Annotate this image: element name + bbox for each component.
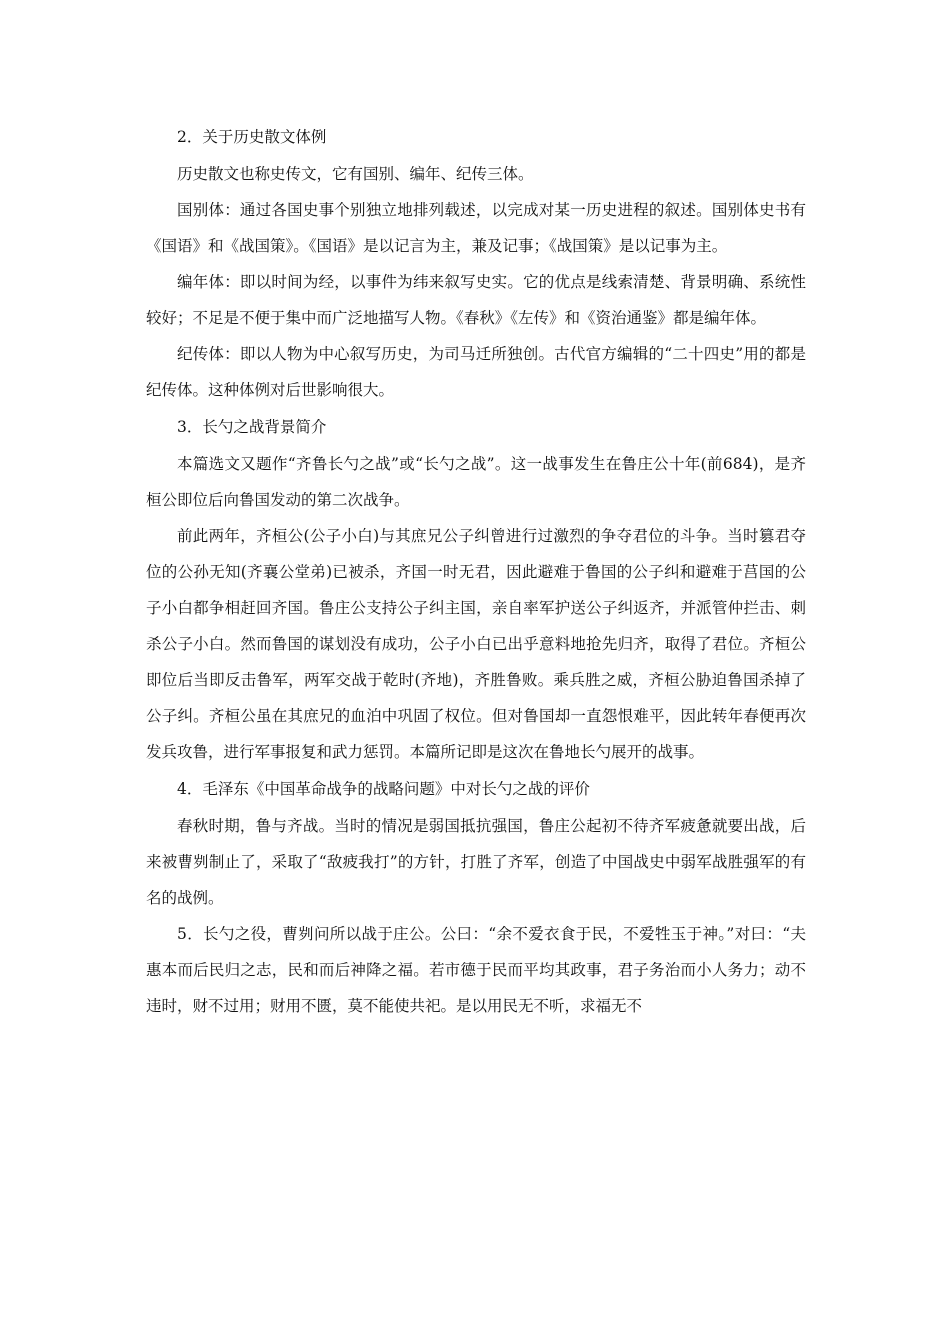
section-heading-3: 3．长勺之战背景简介 [177, 418, 327, 436]
paragraph-guobie-style: 国别体：通过各国史事个别独立地排列载述，以完成对某一历史进程的叙述。国别体史书有《国语》和《战国策》。《国语》是以记言为主，兼及记事；《战国策》是以记事为主。 [146, 201, 806, 255]
document-page [146, 118, 806, 1024]
paragraph-battle-background: 前此两年，齐桓公(公子小白)与其庶兄公子纠曾进行过激烈的争夺君位的斗争。当时篡君夺位的公孙无知(齐襄公堂弟)已被杀，齐国一时无君，因此避难于鲁国的公子纠和避难于莒国的公子小白都争相赶回齐国。鲁庄公支持公子纠主国，亲自率军护送公子纠返齐，并派管仲拦击、刺杀公子小白。然而鲁国的谋划没有成功，公子小白已出乎意料地抢先归齐，取得了君位。齐桓公即位后当即反击鲁军，两军交战于乾时(齐地)，齐胜鲁败。乘兵胜之威，齐桓公胁迫鲁国杀掉了公子纠。齐桓公虽在其庶兄的血泊中巩固了权位。但对鲁国却一直怨恨难平，因此转年春便再次发兵攻鲁，进行军事报复和武力惩罚。本篇所记即是这次在鲁地长勺展开的战事。 [146, 527, 806, 761]
paragraph-battle-title: 本篇选文又题作“齐鲁长勺之战”或“长勺之战”。这一战事发生在鲁庄公十年(前684)，是齐桓公即位后向鲁国发动的第二次战争。 [146, 455, 806, 509]
paragraph-mao-evaluation: 春秋时期，鲁与齐战。当时的情况是弱国抵抗强国，鲁庄公起初不待齐军疲惫就要出战，后来被曹刿制止了，采取了“敌疲我打”的方针，打胜了齐军，创造了中国战史中弱军战胜强军的有名的战例。 [146, 817, 806, 907]
paragraph-biannian-style: 编年体：即以时间为经，以事件为纬来叙写史实。它的优点是线索清楚、背景明确、系统性较好；不足是不便于集中而广泛地描写人物。《春秋》《左传》和《资治通鉴》都是编年体。 [146, 273, 806, 327]
section-heading-2: 2．关于历史散文体例 [177, 128, 327, 146]
paragraph-historical-prose-intro: 历史散文也称史传文，它有国别、编年、纪传三体。 [177, 165, 534, 183]
paragraph-jizhuan-style: 纪传体：即以人物为中心叙写历史，为司马迁所独创。古代官方编辑的“二十四史”用的都是纪传体。这种体例对后世影响很大。 [146, 345, 806, 399]
paragraph-section-5: 5．长勺之役，曹刿问所以战于庄公。公曰：“余不爱衣食于民，不爱牲玉于神。”对曰：“夫惠本而后民归之志，民和而后神降之福。若市德于民而平均其政事，君子务治而小人务力；动不违时，财不过用；财用不匮，莫不能使共祀。是以用民无不听，求福无不 [146, 925, 806, 1015]
section-heading-4: 4．毛泽东《中国革命战争的战略问题》中对长勺之战的评价 [177, 780, 590, 798]
